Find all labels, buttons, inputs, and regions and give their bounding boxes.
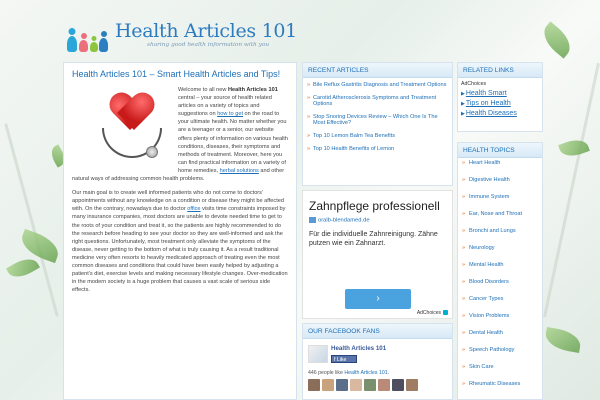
avatar[interactable] (350, 379, 362, 391)
facebook-page-name[interactable]: Health Articles 101 (331, 345, 387, 352)
facebook-widget (302, 323, 453, 400)
site-title[interactable]: Health Articles 101 (115, 20, 297, 42)
post-title[interactable]: Health Articles 101 – Smart Health Articles and Tips! (72, 69, 281, 79)
ad-title[interactable]: Zahnpflege professionell (309, 199, 440, 213)
recent-article-link[interactable]: » Bile Reflux Gastritis Diagnosis and Treatment Options (307, 82, 448, 89)
leaf-icon (558, 136, 590, 161)
health-topic-link[interactable]: » Neurology (462, 245, 538, 251)
heart-stethoscope-icon (96, 88, 172, 166)
health-topic-link[interactable]: » Speech Pathology (462, 347, 538, 353)
post-paragraph: Our main goal is to create well informed patients who do not come to doctors' appointments without any knowledge on a condition or disease they might be affected with. On the contrary, nowadays due to doctor office visits time constraints imposed by many insurance companies, most doctors are unable to devote needed time to get to the roots of your condition and treat it, so the patients are highly recommended to do the research before heading to see your doctor so they are well-informed and ask the right questions. Unfortunately, most treatment only alleviate the symptoms of the disease, never getting to the bottom of what is truly causing it. As a result traditional medicine very often resorts to heavily medicated approach of treating even the most common diseases and conditions that could have been easily helped by adjusting a patient's diet, exercise levels and making necessary lifestyle changes. Over-medication in the modern society is a huge problem that causes a vast scale of serious side effects. (72, 190, 288, 294)
avatar[interactable] (378, 379, 390, 391)
health-topic-link[interactable]: » Cancer Types (462, 296, 538, 302)
health-topic-link[interactable]: » Vision Problems (462, 313, 538, 319)
health-topics-heading: HEALTH TOPICS (458, 143, 542, 158)
related-links-heading: RELATED LINKS (458, 63, 542, 78)
related-link[interactable]: ▶ Health Smart (461, 89, 539, 99)
health-topic-link[interactable]: » Dental Health (462, 330, 538, 336)
avatar[interactable] (364, 379, 376, 391)
avatar[interactable] (308, 379, 320, 391)
recent-article-link[interactable]: » Top 10 Lemon Balm Tea Benefits (307, 133, 448, 140)
avatar[interactable] (392, 379, 404, 391)
site-header (63, 8, 543, 56)
facebook-page-link[interactable]: Health Articles 101 (344, 370, 388, 376)
ad-arrow-icon (309, 217, 316, 223)
health-topics-widget (457, 142, 543, 400)
office-link[interactable]: office (187, 206, 201, 213)
site-tagline: sharing good health information with you (147, 42, 270, 48)
herbal-solutions-link[interactable]: herbal solutions (219, 167, 259, 174)
avatar[interactable] (322, 379, 334, 391)
ad-text: Für die individuelle Zahnreinigung. Zähne putzen wie ein Zahnarzt. (309, 230, 438, 247)
ad-open-button[interactable] (345, 289, 411, 309)
logo-people-icon[interactable] (67, 22, 109, 52)
health-topics-list (458, 158, 542, 400)
related-link[interactable]: ▶ Tips on Health (461, 99, 539, 109)
leaf-icon (6, 254, 40, 283)
related-links-widget (457, 62, 543, 132)
recent-article-link[interactable]: » Top 10 Health Benefits of Lemon (307, 146, 448, 153)
recent-article-link[interactable]: » Stop Snoring Devices Review – Which One Is The Most Effective? (307, 114, 448, 127)
facebook-page-thumbnail[interactable] (308, 345, 328, 363)
middle-sidebar (302, 62, 453, 400)
recent-articles-widget (302, 62, 453, 186)
post-paragraph: Welcome to all new Health Articles 101 central – your source of health related articles on a variety of topics and suggestions on how to get on the road to your ultimate health. No matter whether you are a teenager or a senior, our website offers plenty of information on various health conditions, diseases, their symptoms and methods of treatment. Moreover, here you can find practical information on a variety of home remedies, herbal solutions and other natural ways of addressing common health problems. (72, 87, 288, 183)
related-links-list (458, 87, 542, 121)
avatar[interactable] (336, 379, 348, 391)
facebook-heading: OUR FACEBOOK FANS (303, 324, 452, 339)
facebook-like-button[interactable]: f Like (331, 355, 357, 363)
advertisement[interactable] (302, 190, 453, 319)
decorative-stem (543, 63, 600, 318)
health-topic-link[interactable]: » Mental Health (462, 262, 538, 268)
main-content (63, 62, 297, 400)
related-link[interactable]: ▶ Health Diseases (461, 109, 539, 119)
leaf-icon (538, 21, 577, 58)
avatar[interactable] (406, 379, 418, 391)
adchoices-label[interactable]: AdChoices (417, 310, 448, 316)
health-topic-link[interactable]: » Ear, Nose and Throat (462, 211, 538, 217)
how-to-get-link[interactable]: how to get (217, 111, 243, 118)
ad-url[interactable]: oralb-blendamed.de (309, 217, 446, 224)
health-topic-link[interactable]: » Rheumatic Diseases (462, 381, 538, 387)
recent-article-link[interactable]: » Carotid Atherosclerosis Symptoms and Treatment Options (307, 95, 448, 108)
health-topic-link[interactable]: » Bronchi and Lungs (462, 228, 538, 234)
recent-articles-heading: RECENT ARTICLES (303, 63, 452, 78)
health-topic-link[interactable]: » Skin Care (462, 364, 538, 370)
page-wrapper (63, 8, 543, 400)
facebook-fan-count: 446 people like Health Articles 101. (308, 370, 390, 376)
right-sidebar (457, 62, 543, 400)
adchoices-label[interactable]: AdChoices (461, 81, 487, 87)
health-topic-link[interactable]: » Blood Disorders (462, 279, 538, 285)
adchoices-icon (443, 310, 448, 315)
health-topic-link[interactable]: » Heart Health (462, 160, 538, 166)
facebook-like-icon: f (334, 357, 337, 363)
health-topic-link[interactable]: » Digestive Health (462, 177, 538, 183)
facebook-fan-faces (308, 379, 418, 391)
chevron-right-icon: › (376, 293, 380, 304)
leaf-icon (544, 327, 583, 353)
health-topic-link[interactable]: » Immune System (462, 194, 538, 200)
recent-articles-list (303, 78, 452, 152)
